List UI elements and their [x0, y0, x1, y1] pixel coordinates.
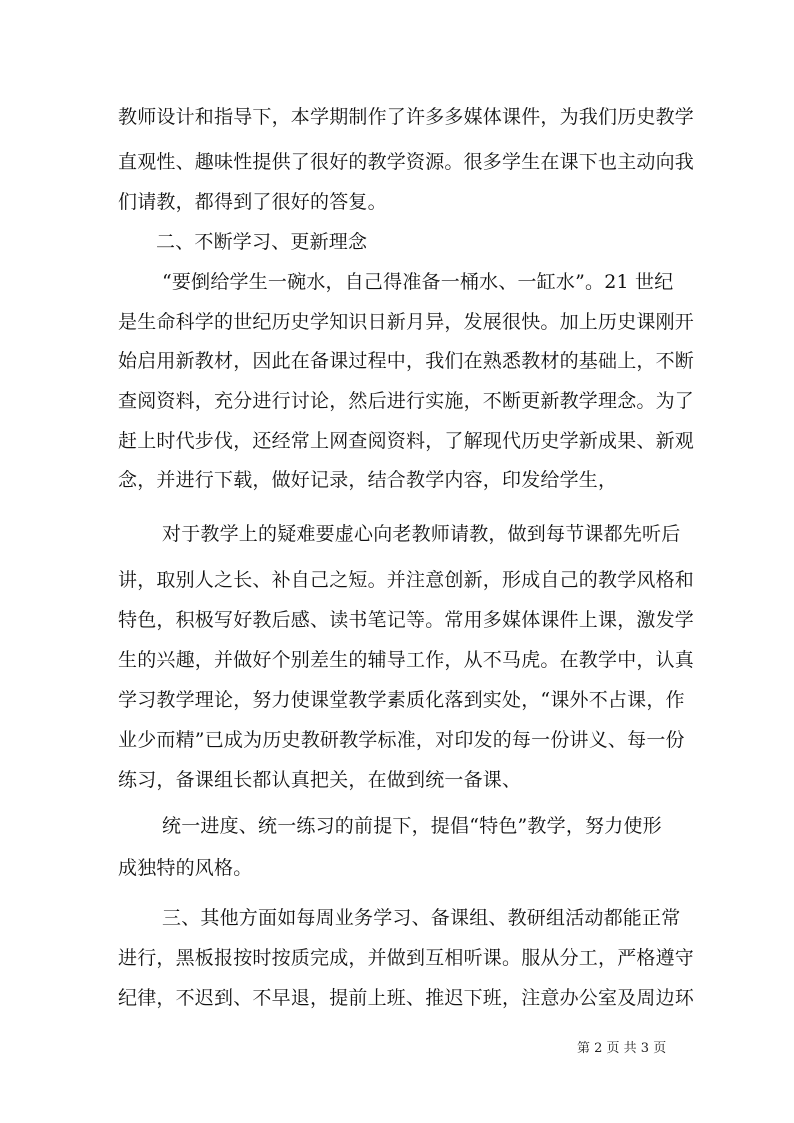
section-heading: 三、其他方面如每周业务学习、备课组、教研组活动都能正常 — [162, 907, 681, 929]
text-line: 业少而精”已成为历史教研教学标准，对印发的每一份讲义、每一份 — [118, 729, 685, 751]
text-line: 查阅资料，充分进行讨论，然后进行实施，不断更新教学理念。为了 — [118, 390, 695, 412]
text-line: 念，并进行下载，做好记录，结合教学内容，印发给学生， — [118, 469, 618, 491]
page-number-footer: 第 2 页 共 3 页 — [577, 1041, 667, 1056]
text-line: “要倒给学生一碗水，自己得准备一桶水、一缸水”。21 世纪 — [162, 271, 674, 293]
text-line: 是生命科学的世纪历史学知识日新月异，发展很快。加上历史课刚开 — [118, 311, 695, 333]
text-line: 直观性、趣味性提供了很好的教学资源。很多学生在课下也主动向我 — [118, 151, 695, 173]
text-line: 练习，备课组长都认真把关，在做到统一备课、 — [118, 769, 522, 791]
text-line: 纪律，不迟到、不早退，提前上班、推迟下班，注意办公室及周边环 — [118, 987, 695, 1009]
text-line: 特色，积极写好教后感、读书笔记等。常用多媒体课件上课，激发学 — [118, 609, 695, 631]
text-line: 生的兴趣，并做好个别差生的辅导工作，从不马虎。在教学中，认真 — [118, 649, 695, 671]
text-line: 成独特的风格。 — [118, 857, 253, 879]
section-heading: 二、不断学习、更新理念 — [156, 231, 368, 253]
text-line: 进行，黑板报按时按质完成，并做到互相听课。服从分工，严格遵守 — [118, 947, 695, 969]
text-line: 赶上时代步伐，还经常上网查阅资料，了解现代历史学新成果、新观 — [118, 430, 695, 452]
text-line: 始启用新教材，因此在备课过程中，我们在熟悉教材的基础上，不断 — [118, 350, 695, 372]
text-line: 讲，取别人之长、补自己之短。并注意创新，形成自己的教学风格和 — [118, 569, 695, 591]
text-line: 学习教学理论，努力使课堂教学素质化落到实处，“课外不占课，作 — [118, 689, 685, 711]
text-line: 们请教，都得到了很好的答复。 — [118, 191, 387, 213]
text-line: 统一进度、统一练习的前提下，提倡“特色”教学，努力使形 — [162, 815, 662, 837]
text-line: 教师设计和指导下，本学期制作了许多多媒体课件，为我们历史教学 — [118, 106, 695, 128]
text-line: 对于教学上的疑难要虚心向老教师请教，做到每节课都先听后 — [162, 523, 681, 545]
